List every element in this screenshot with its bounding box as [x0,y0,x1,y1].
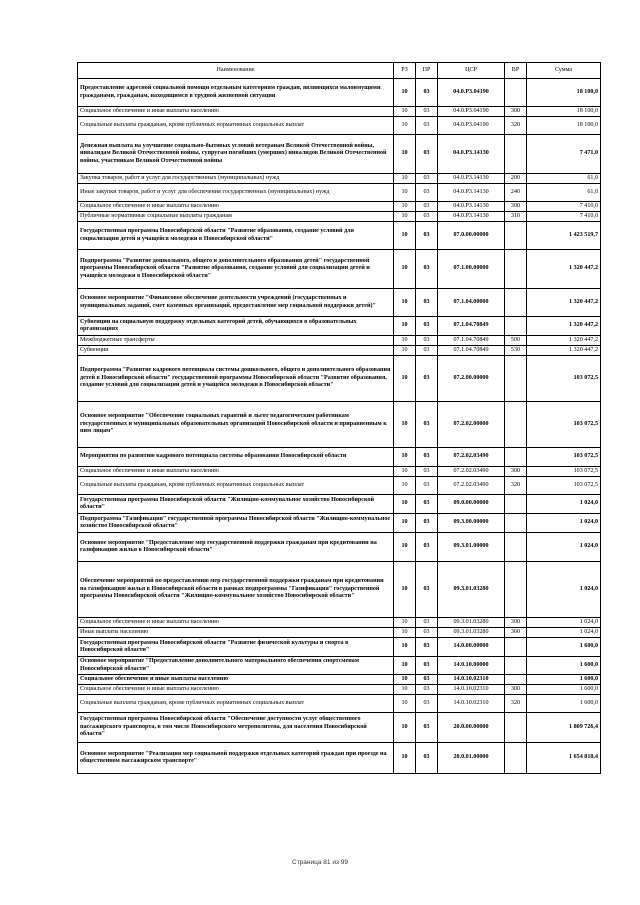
row-pr: 03 [416,222,438,250]
row-rz: 10 [394,628,416,638]
row-sum: 1 600,0 [527,638,601,657]
table-row [78,346,601,356]
row-pr: 03 [416,212,438,222]
row-vr: 240 [505,184,527,202]
row-csr: 04.0.Р3.14130 [438,212,505,222]
row-vr: 530 [505,346,527,356]
row-name: Субвенции [78,346,394,356]
row-sum: 1 024,0 [527,514,601,533]
row-name: Государственная программа Новосибирской области "Жилищно-коммунальное хозяйство Новосибирской области" [78,495,394,514]
header-vr: ВР [505,63,527,79]
row-vr [505,79,527,107]
row-rz: 10 [394,695,416,713]
row-vr: 300 [505,618,527,628]
row-rz: 10 [394,477,416,495]
table-row [78,467,601,477]
table-row [78,222,601,250]
row-name: Государственная программа Новосибирской области "Развитие физической культуры и спорта в Новосибирской области" [78,638,394,657]
row-vr [505,713,527,743]
row-vr [505,657,527,675]
row-sum: 18 100,0 [527,107,601,117]
row-sum: 103 072,5 [527,356,601,402]
row-pr: 03 [416,628,438,638]
row-pr: 03 [416,117,438,135]
row-rz: 10 [394,514,416,533]
row-vr: 310 [505,212,527,222]
row-vr: 300 [505,467,527,477]
table-row [78,107,601,117]
row-csr: 20.0.00.00000 [438,713,505,743]
row-name: Обеспечение мероприятий по предоставлению мер государственной поддержки гражданам при кредитовании на газификацию жилья в Новосибирской области в рамках подпрограммы "Газификация" государственной программы Новосибирской области "Жилищно-коммунальное хозяйство Новосибирской области" [78,562,394,618]
row-pr: 03 [416,317,438,336]
row-vr [505,135,527,174]
row-sum: 1 809 726,4 [527,713,601,743]
header-csr: ЦСР [438,63,505,79]
row-rz: 10 [394,184,416,202]
row-csr: 09.3.01.03280 [438,562,505,618]
row-sum: 18 100,0 [527,79,601,107]
row-rz: 10 [394,495,416,514]
row-rz: 10 [394,289,416,317]
table-row [78,289,601,317]
table-row [78,657,601,675]
row-rz: 10 [394,346,416,356]
header-rz: РЗ [394,63,416,79]
row-rz: 10 [394,402,416,448]
row-rz: 10 [394,202,416,212]
row-csr: 07.0.00.00000 [438,222,505,250]
row-rz: 10 [394,117,416,135]
row-pr: 03 [416,107,438,117]
row-name: Основное мероприятие "Обеспечение социальных гарантий и льгот педагогическим работникам государственных и муниципальных образовательных организаций Новосибирской области и приравненным к ним лицам" [78,402,394,448]
table-header-row [78,63,601,79]
row-rz: 10 [394,317,416,336]
row-pr: 03 [416,135,438,174]
row-csr: 07.1.04.00000 [438,289,505,317]
row-name: Иные выплаты населению [78,628,394,638]
row-sum: 1 024,0 [527,562,601,618]
table-row [78,562,601,618]
row-csr: 04.0.Р3.04190 [438,107,505,117]
row-rz: 10 [394,356,416,402]
table-row [78,174,601,184]
header-sum: Сумма [527,63,601,79]
row-vr [505,562,527,618]
row-name: Основное мероприятие "Реализация мер социальной поддержки отдельных категорий граждан при проезде на общественном пассажирском транспорте" [78,743,394,774]
row-rz: 10 [394,685,416,695]
row-rz: 10 [394,743,416,774]
row-name: Социальное обеспечение и иные выплаты населению [78,107,394,117]
row-name: Публичные нормативные социальные выплаты гражданам [78,212,394,222]
row-vr [505,289,527,317]
row-pr: 03 [416,202,438,212]
table-row [78,695,601,713]
row-vr [505,402,527,448]
row-csr: 14.0.00.00000 [438,638,505,657]
row-name: Основное мероприятие "Предоставление мер государственной поддержки гражданам при кредитовании на газификацию жилья в Новосибирской области" [78,533,394,562]
row-rz: 10 [394,222,416,250]
row-pr: 03 [416,695,438,713]
row-vr: 200 [505,174,527,184]
row-sum: 61,0 [527,184,601,202]
row-csr: 07.1.00.00000 [438,250,505,289]
row-name: Подпрограмма "Развитие кадрового потенциала системы дошкольного, общего и дополнительного образования детей в Новосибирской области" государственной программы Новосибирской области "Развитие образования, создание условий для социализации детей и учащейся молодежи в Новосибирской области" [78,356,394,402]
row-pr: 03 [416,467,438,477]
row-rz: 10 [394,467,416,477]
row-vr [505,222,527,250]
row-csr: 07.2.00.00000 [438,356,505,402]
row-pr: 03 [416,638,438,657]
row-rz: 10 [394,250,416,289]
row-pr: 03 [416,174,438,184]
row-rz: 10 [394,336,416,346]
row-pr: 03 [416,356,438,402]
table-row [78,514,601,533]
row-sum: 103 072,5 [527,467,601,477]
row-pr: 03 [416,79,438,107]
row-rz: 10 [394,713,416,743]
row-csr: 07.1.04.70849 [438,317,505,336]
table-row [78,117,601,135]
row-name: Социальное обеспечение и иные выплаты населению [78,675,394,685]
row-name: Социальные выплаты гражданам, кроме публичных нормативных социальных выплат [78,477,394,495]
row-rz: 10 [394,638,416,657]
table-row [78,477,601,495]
row-vr [505,743,527,774]
row-name: Социальные выплаты гражданам, кроме публичных нормативных социальных выплат [78,117,394,135]
row-sum: 1 600,0 [527,685,601,695]
budget-table [77,62,601,774]
row-sum: 61,0 [527,174,601,184]
row-name: Мероприятия по развитию кадрового потенциала системы образования Новосибирской области [78,448,394,467]
table-row [78,495,601,514]
row-name: Иные закупки товаров, работ и услуг для обеспечения государственных (муниципальных) нужд [78,184,394,202]
row-sum: 18 100,0 [527,117,601,135]
row-vr [505,533,527,562]
row-sum: 1 024,0 [527,495,601,514]
row-csr: 04.0.Р3.14130 [438,202,505,212]
row-name: Подпрограмма "Газификация" государственной программы Новосибирской области "Жилищно-коммунальное хозяйство Новосибирской области" [78,514,394,533]
row-name: Основное мероприятие "Предоставление дополнительного материального обеспечения спортсменам Новосибирской области" [78,657,394,675]
row-csr: 04.0.Р3.14130 [438,184,505,202]
row-pr: 03 [416,289,438,317]
row-sum: 1 024,0 [527,628,601,638]
row-name: Социальное обеспечение и иные выплаты населению [78,618,394,628]
table-row [78,402,601,448]
row-vr [505,514,527,533]
row-name: Социальное обеспечение и иные выплаты населению [78,685,394,695]
row-pr: 03 [416,402,438,448]
table-row [78,713,601,743]
row-sum: 1 320 447,2 [527,289,601,317]
row-csr: 14.0.10.02310 [438,675,505,685]
row-sum: 7 410,0 [527,202,601,212]
row-pr: 03 [416,533,438,562]
row-pr: 03 [416,448,438,467]
row-sum: 1 654 818,4 [527,743,601,774]
row-csr: 14.0.10.00000 [438,657,505,675]
row-vr: 500 [505,336,527,346]
row-vr [505,495,527,514]
row-sum: 1 600,0 [527,657,601,675]
row-name: Социальное обеспечение и иные выплаты населению [78,202,394,212]
row-rz: 10 [394,135,416,174]
row-csr: 07.2.02.03490 [438,448,505,467]
row-csr: 09.3.01.03280 [438,618,505,628]
row-pr: 03 [416,618,438,628]
row-sum: 1 024,0 [527,533,601,562]
row-pr: 03 [416,250,438,289]
row-csr: 20.0.01.00000 [438,743,505,774]
row-csr: 09.3.01.00000 [438,533,505,562]
row-csr: 07.1.04.70849 [438,346,505,356]
table-row [78,743,601,774]
row-vr: 300 [505,107,527,117]
row-rz: 10 [394,174,416,184]
row-pr: 03 [416,346,438,356]
table-row [78,135,601,174]
row-vr [505,250,527,289]
row-pr: 03 [416,562,438,618]
row-pr: 03 [416,657,438,675]
row-csr: 14.0.10.02310 [438,695,505,713]
table-row [78,675,601,685]
row-pr: 03 [416,495,438,514]
table-row [78,212,601,222]
row-sum: 7 471,0 [527,135,601,174]
row-csr: 07.2.02.00000 [438,402,505,448]
row-name: Субвенции на социальную поддержку отдельных категорий детей, обучающихся в образовательных организациях [78,317,394,336]
row-sum: 7 410,0 [527,212,601,222]
row-sum: 103 072,5 [527,477,601,495]
row-sum: 1 423 519,7 [527,222,601,250]
header-pr: ПР [416,63,438,79]
row-rz: 10 [394,448,416,467]
row-pr: 03 [416,184,438,202]
row-vr: 320 [505,117,527,135]
row-csr: 07.2.02.03490 [438,477,505,495]
table-row [78,336,601,346]
row-rz: 10 [394,657,416,675]
row-name: Социальное обеспечение и иные выплаты населению [78,467,394,477]
table-row [78,317,601,336]
table-row [78,250,601,289]
row-vr [505,317,527,336]
row-csr: 04.0.Р3.04190 [438,117,505,135]
row-pr: 03 [416,514,438,533]
row-csr: 07.2.02.03490 [438,467,505,477]
row-csr: 09.0.00.00000 [438,495,505,514]
row-name: Денежная выплата на улучшение социально-бытовых условий ветеранам Великой Отечественной войны, инвалидам Великой Отечественной войны, супругам погибших (умерших) инвалидов Великой Отечественной войны, участникам Великой Отечественной войны [78,135,394,174]
row-name: Подпрограмма "Развитие дошкольного, общего и дополнительного образования детей" государственной программы Новосибирской области "Развитие образования, создание условий для социализации детей и учащейся молодежи в Новосибирской области" [78,250,394,289]
row-pr: 03 [416,675,438,685]
row-vr: 360 [505,628,527,638]
row-name: Социальные выплаты гражданам, кроме публичных нормативных социальных выплат [78,695,394,713]
row-rz: 10 [394,562,416,618]
row-name: Межбюджетные трансферты [78,336,394,346]
row-name: Предоставление адресной социальной помощи отдельным категориям граждан, являющихся малоимущими гражданами, гражданам, находящимся в трудной жизненной ситуации [78,79,394,107]
table-row [78,202,601,212]
row-sum: 103 072,5 [527,448,601,467]
table-row [78,618,601,628]
row-name: Закупка товаров, работ и услуг для государственных (муниципальных) нужд [78,174,394,184]
row-pr: 03 [416,713,438,743]
row-csr: 09.3.01.03280 [438,628,505,638]
table-row [78,628,601,638]
row-rz: 10 [394,107,416,117]
table-row [78,184,601,202]
row-sum: 1 320 447,2 [527,250,601,289]
row-sum: 103 072,5 [527,402,601,448]
row-rz: 10 [394,79,416,107]
row-sum: 1 600,0 [527,675,601,685]
row-csr: 09.3.00.00000 [438,514,505,533]
table-row [78,356,601,402]
row-pr: 03 [416,685,438,695]
table-row [78,448,601,467]
row-vr: 300 [505,685,527,695]
table-row [78,79,601,107]
row-name: Основное мероприятие "Финансовое обеспечение деятельности учреждений (государственных и муниципальных заданий, смет казенных организаций, предоставление мер социальной поддержки детей)" [78,289,394,317]
row-rz: 10 [394,618,416,628]
row-vr: 320 [505,477,527,495]
row-csr: 04.0.Р3.14130 [438,174,505,184]
row-name: Государственная программа Новосибирской области "Обеспечение доступности услуг общественного пассажирского транспорта, в том числе Новосибирского метрополитена, для населения Новосибирской области" [78,713,394,743]
row-name: Государственная программа Новосибирской области "Развитие образования, создание условий для социализации детей и учащейся молодежи в Новосибирской области" [78,222,394,250]
row-csr: 04.0.Р3.14130 [438,135,505,174]
row-vr [505,675,527,685]
row-csr: 14.0.10.02310 [438,685,505,695]
row-vr [505,638,527,657]
row-csr: 07.1.04.70849 [438,336,505,346]
row-pr: 03 [416,477,438,495]
row-vr [505,356,527,402]
row-rz: 10 [394,675,416,685]
row-sum: 1 600,0 [527,695,601,713]
row-sum: 1 320 447,2 [527,346,601,356]
row-vr [505,448,527,467]
row-vr: 320 [505,695,527,713]
page-number: Страница 81 из 99 [292,859,348,866]
table-row [78,638,601,657]
row-pr: 03 [416,743,438,774]
row-sum: 1 320 447,2 [527,336,601,346]
row-csr: 04.0.Р3.04190 [438,79,505,107]
table-row [78,533,601,562]
table-row [78,685,601,695]
row-rz: 10 [394,212,416,222]
row-sum: 1 024,0 [527,618,601,628]
row-pr: 03 [416,336,438,346]
row-vr: 300 [505,202,527,212]
header-name: Наименование [78,63,394,79]
row-rz: 10 [394,533,416,562]
row-sum: 1 320 447,2 [527,317,601,336]
